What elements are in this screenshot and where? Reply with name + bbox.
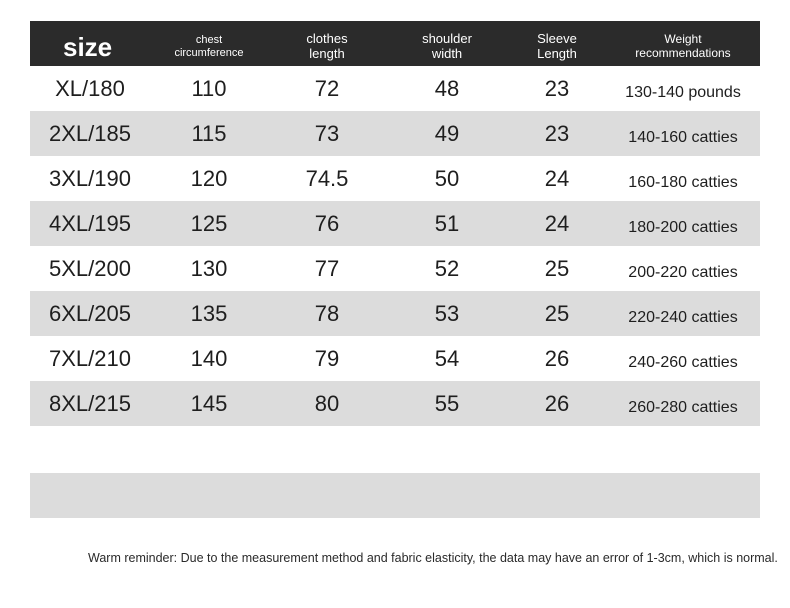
cell-sleeve: 25 <box>544 255 570 281</box>
header-weight-recommendations <box>606 21 760 66</box>
cell-length: 72 <box>314 75 340 101</box>
cell-weight: 260-280 catties <box>628 398 738 416</box>
cell-size: 3XL/190 <box>49 165 131 191</box>
cell-weight: 200-220 catties <box>628 263 738 281</box>
cell-size: XL/180 <box>55 75 125 101</box>
empty-gray-band <box>30 473 760 518</box>
cell-sleeve: 23 <box>544 120 570 146</box>
header-sleeve-length <box>508 21 606 66</box>
cell-sleeve: 26 <box>544 390 570 416</box>
cell-size: 7XL/210 <box>49 345 131 371</box>
table-row <box>30 336 760 381</box>
cell-shoulder: 52 <box>434 255 460 281</box>
cell-length: 77 <box>314 255 340 281</box>
cell-shoulder: 50 <box>434 165 460 191</box>
cell-weight: 130-140 pounds <box>625 83 741 101</box>
table-row <box>30 66 760 111</box>
table-row <box>30 111 760 156</box>
header-shoulder-width <box>386 21 508 66</box>
table-header <box>30 21 760 66</box>
cell-length: 79 <box>314 345 340 371</box>
cell-shoulder: 55 <box>434 390 460 416</box>
size-chart-table <box>30 21 760 426</box>
header-chest-label: chest circumference <box>174 33 244 59</box>
table-row <box>30 156 760 201</box>
header-chest-circumference <box>150 21 268 66</box>
cell-length: 74.5 <box>305 165 349 191</box>
cell-shoulder: 49 <box>434 120 460 146</box>
table-row <box>30 291 760 336</box>
header-shoulder-label: shoulder width <box>422 30 472 61</box>
cell-weight: 140-160 catties <box>628 128 738 146</box>
cell-chest: 130 <box>190 255 228 281</box>
cell-shoulder: 54 <box>434 345 460 371</box>
warm-reminder-note: Warm reminder: Due to the measurement method and fabric elasticity, the data may have an error of 1-3cm, which is normal. <box>88 551 778 565</box>
cell-chest: 135 <box>190 300 228 326</box>
header-weight-label: Weight recommendations <box>635 31 731 60</box>
cell-chest: 110 <box>191 75 227 101</box>
cell-weight: 220-240 catties <box>628 308 738 326</box>
cell-chest: 140 <box>190 345 228 371</box>
header-size: size <box>63 31 113 62</box>
cell-size: 8XL/215 <box>49 390 131 416</box>
cell-chest: 145 <box>190 390 228 416</box>
table-row <box>30 246 760 291</box>
cell-sleeve: 23 <box>544 75 570 101</box>
cell-shoulder: 51 <box>434 210 460 236</box>
cell-sleeve: 26 <box>544 345 570 371</box>
cell-size: 5XL/200 <box>49 255 131 281</box>
cell-sleeve: 24 <box>544 165 570 191</box>
header-length-label: clothes length <box>306 30 348 61</box>
cell-chest: 120 <box>190 165 228 191</box>
cell-size: 4XL/195 <box>49 210 131 236</box>
cell-weight: 160-180 catties <box>628 173 738 191</box>
cell-shoulder: 48 <box>434 75 460 101</box>
cell-sleeve: 25 <box>544 300 570 326</box>
table-row <box>30 381 760 426</box>
cell-size: 6XL/205 <box>49 300 131 326</box>
cell-weight: 240-260 catties <box>628 353 738 371</box>
table-row <box>30 201 760 246</box>
header-sleeve-label: Sleeve Length <box>537 30 577 61</box>
cell-length: 76 <box>314 210 340 236</box>
cell-chest: 125 <box>190 210 228 236</box>
cell-weight: 180-200 catties <box>628 218 738 236</box>
cell-sleeve: 24 <box>544 210 570 236</box>
header-clothes-length <box>268 21 386 66</box>
cell-length: 80 <box>314 390 340 416</box>
cell-length: 78 <box>314 300 340 326</box>
cell-chest: 115 <box>191 120 227 146</box>
cell-shoulder: 53 <box>434 300 460 326</box>
cell-size: 2XL/185 <box>49 120 131 146</box>
cell-length: 73 <box>314 120 340 146</box>
